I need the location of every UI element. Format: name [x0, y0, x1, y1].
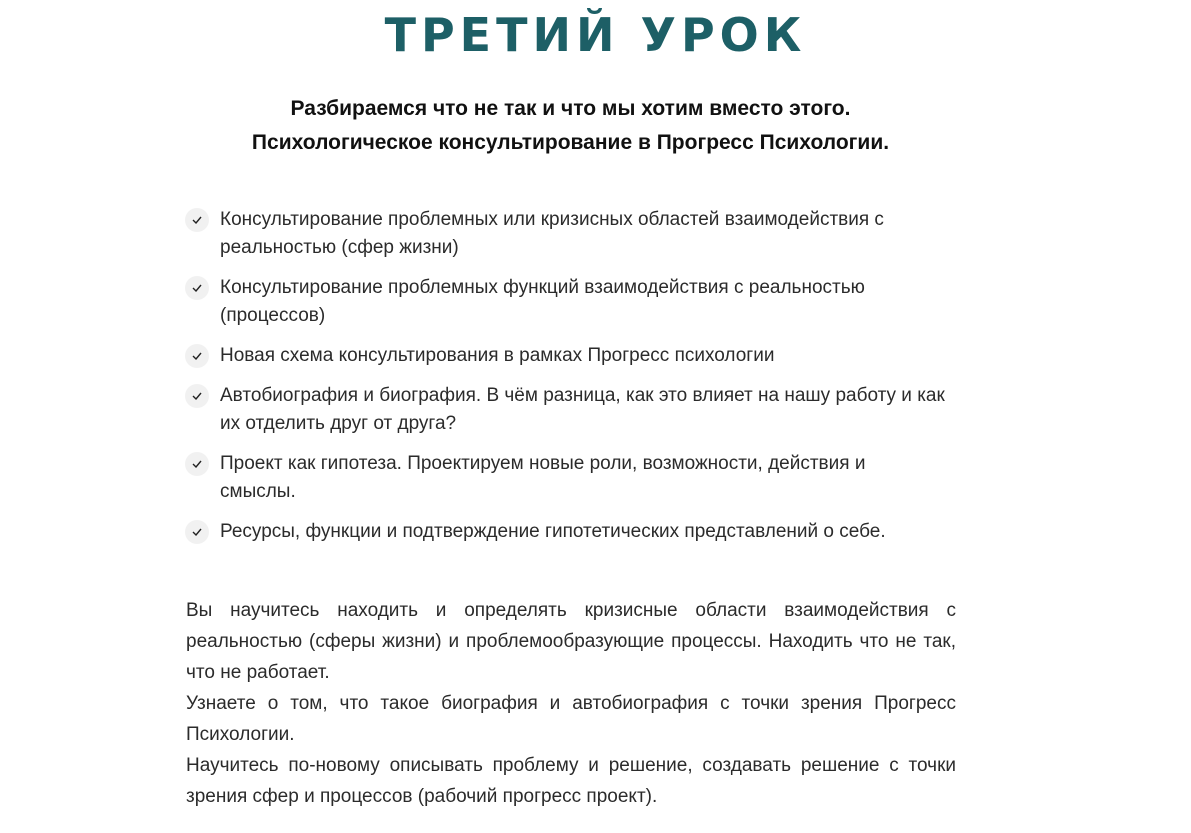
- check-icon: [185, 520, 209, 544]
- subtitle-line-2: Психологическое консультирование в Прогресс Психологии.: [251, 131, 890, 154]
- topic-item: [185, 450, 945, 506]
- topic-text: Проект как гипотеза. Проектируем новые роли, возможности, действия и смыслы.: [220, 453, 866, 502]
- check-icon: [185, 384, 209, 408]
- topics-list: [185, 206, 945, 558]
- outcome-paragraph: Узнаете о том, что такое биография и автобиография с точки зрения Прогресс Психологии.: [186, 693, 956, 745]
- topic-item: [185, 274, 945, 330]
- topic-item: [185, 342, 945, 370]
- check-icon: [185, 276, 209, 300]
- check-icon: [185, 452, 209, 476]
- topic-item: [185, 382, 945, 438]
- topic-item: [185, 518, 945, 546]
- check-icon: [185, 344, 209, 368]
- topic-text: Консультирование проблемных или кризисных областей взаимодействия с реальностью (сфер жизни): [220, 209, 884, 258]
- lesson-title: ТРЕТИЙ УРОК: [384, 8, 807, 62]
- outcome-paragraph: Вы научитесь находить и определять кризисные области взаимодействия с реальностью (сферы жизни) и проблемообразующие процессы. Находить что не так, что не работает.: [186, 600, 956, 683]
- topic-item: [185, 206, 945, 262]
- check-icon: [185, 208, 209, 232]
- outcomes-text: [186, 595, 956, 812]
- topic-text: Автобиография и биография. В чём разница, как это влияет на нашу работу и как их отделить друг от друга?: [220, 385, 945, 434]
- topic-text: Новая схема консультирования в рамках Прогресс психологии: [220, 345, 775, 366]
- topic-text: Консультирование проблемных функций взаимодействия с реальностью (процессов): [220, 277, 865, 326]
- outcome-paragraph: Научитесь по-новому описывать проблему и решение, создавать решение с точки зрения сфер и процессов (рабочий прогресс проект).: [186, 755, 956, 807]
- subtitle-line-1: Разбираемся что не так и что мы хотим вместо этого.: [290, 97, 851, 120]
- topic-text: Ресурсы, функции и подтверждение гипотетических представлений о себе.: [220, 521, 886, 542]
- lesson-subtitle: [0, 92, 1141, 160]
